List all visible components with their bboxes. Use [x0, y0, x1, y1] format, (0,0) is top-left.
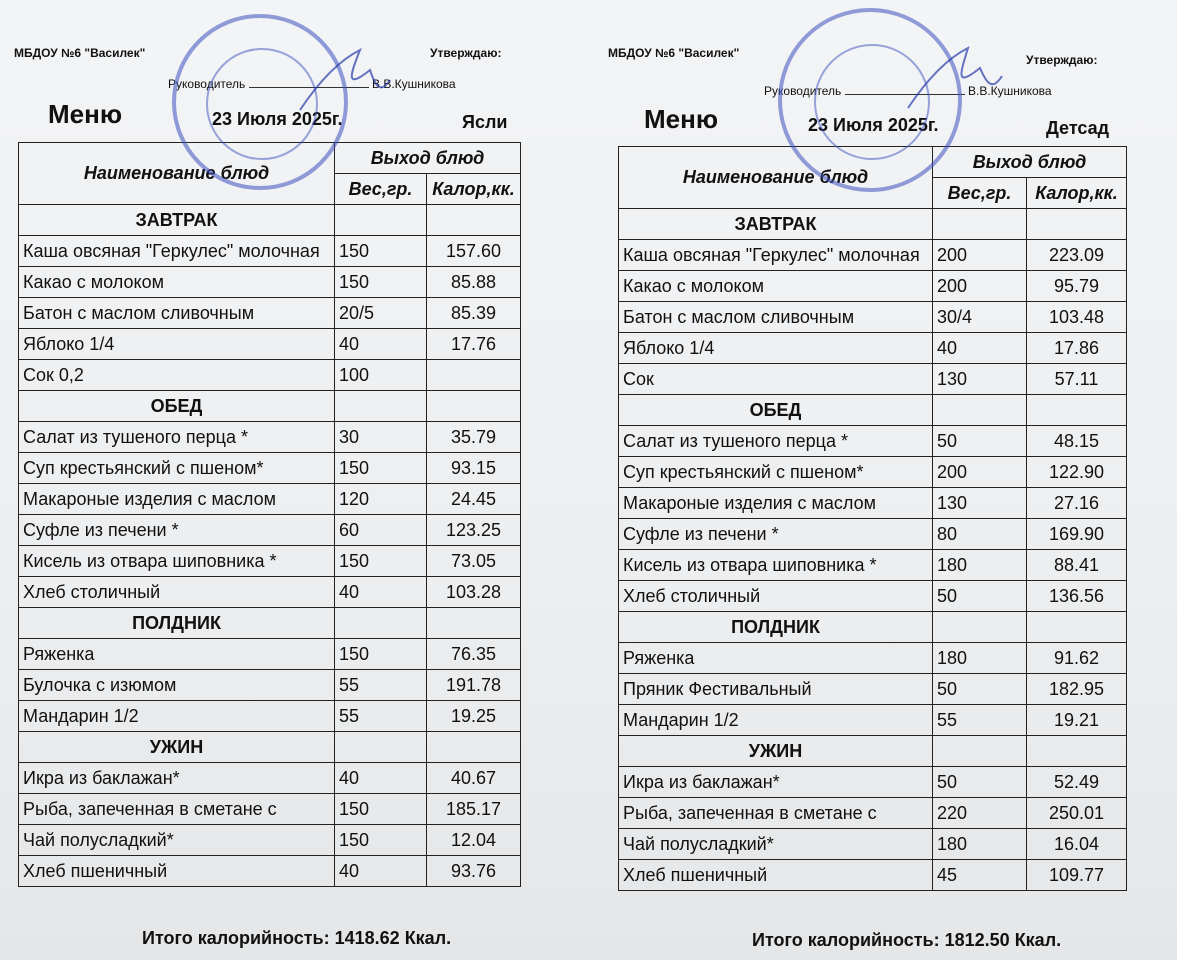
table-row [619, 271, 1127, 302]
dish-weight: 55 [335, 701, 427, 732]
dish-calories: 19.25 [427, 701, 521, 732]
dish-calories: 250.01 [1027, 798, 1127, 829]
dish-name: Хлеб пшеничный [19, 856, 335, 887]
section-row [19, 391, 521, 422]
section-row [619, 612, 1127, 643]
dish-calories: 182.95 [1027, 674, 1127, 705]
dish-calories [427, 360, 521, 391]
table-row [619, 240, 1127, 271]
dish-calories: 93.76 [427, 856, 521, 887]
table-row [619, 829, 1127, 860]
dish-weight: 20/5 [335, 298, 427, 329]
org-name: МБДОУ №6 "Василек" [608, 46, 740, 60]
section-title: ОБЕД [19, 391, 335, 422]
header-calories: Калор,кк. [427, 174, 521, 205]
table-row [619, 302, 1127, 333]
header-calories: Калор,кк. [1027, 178, 1127, 209]
dish-calories: 19.21 [1027, 705, 1127, 736]
dish-name: Яблоко 1/4 [19, 329, 335, 360]
dish-calories: 136.56 [1027, 581, 1127, 612]
table-row [619, 581, 1127, 612]
dish-weight: 40 [335, 763, 427, 794]
menu-title: Меню [644, 104, 719, 134]
table-row [619, 426, 1127, 457]
dish-name: Ряженка [19, 639, 335, 670]
dish-name: Сок [619, 364, 933, 395]
dish-weight: 130 [933, 488, 1027, 519]
dish-weight: 220 [933, 798, 1027, 829]
table-row [619, 860, 1127, 891]
dish-name: Чай полусладкий* [19, 825, 335, 856]
table-row [19, 329, 521, 360]
menu-date: 23 Июля 2025г. [808, 115, 939, 135]
dish-calories: 191.78 [427, 670, 521, 701]
table-row [619, 333, 1127, 364]
table-row [19, 825, 521, 856]
table-row [19, 763, 521, 794]
dish-weight: 130 [933, 364, 1027, 395]
dish-calories: 95.79 [1027, 271, 1127, 302]
dish-calories: 91.62 [1027, 643, 1127, 674]
dish-calories: 103.48 [1027, 302, 1127, 333]
signature [900, 36, 1010, 116]
dish-weight: 150 [335, 267, 427, 298]
dish-calories: 17.76 [427, 329, 521, 360]
dish-calories: 76.35 [427, 639, 521, 670]
table-row [619, 798, 1127, 829]
section-title: ПОЛДНИК [19, 608, 335, 639]
section-row [19, 608, 521, 639]
dish-name: Какао с молоком [19, 267, 335, 298]
table-row [619, 364, 1127, 395]
dish-name: Сок 0,2 [19, 360, 335, 391]
dish-weight: 30/4 [933, 302, 1027, 333]
dish-weight: 50 [933, 674, 1027, 705]
dish-name: Яблоко 1/4 [619, 333, 933, 364]
dish-weight: 40 [335, 577, 427, 608]
menu-table [618, 146, 1127, 891]
dish-weight: 50 [933, 767, 1027, 798]
table-row [19, 267, 521, 298]
approve-label: Утверждаю: [1026, 53, 1098, 67]
dish-calories: 35.79 [427, 422, 521, 453]
dish-name: Макароные изделия с маслом [19, 484, 335, 515]
table-row [19, 360, 521, 391]
menu-sheet-nursery [0, 0, 560, 960]
dish-name: Мандарин 1/2 [619, 705, 933, 736]
org-name: МБДОУ №6 "Василек" [14, 46, 146, 60]
head-role: Руководитель [764, 84, 842, 98]
total-calories: Итого калорийность: 1812.50 Ккал. [752, 930, 1062, 950]
dish-name: Суфле из печени * [19, 515, 335, 546]
dish-weight: 200 [933, 271, 1027, 302]
dish-calories: 12.04 [427, 825, 521, 856]
dish-name: Суп крестьянский с пшеном* [619, 457, 933, 488]
dish-name: Кисель из отвара шиповника * [619, 550, 933, 581]
dish-name: Хлеб столичный [19, 577, 335, 608]
dish-name: Суфле из печени * [619, 519, 933, 550]
dish-calories: 48.15 [1027, 426, 1127, 457]
menu-group: Ясли [462, 112, 508, 132]
dish-calories: 185.17 [427, 794, 521, 825]
dish-weight: 200 [933, 240, 1027, 271]
table-row [619, 674, 1127, 705]
dish-calories: 57.11 [1027, 364, 1127, 395]
dish-calories: 27.16 [1027, 488, 1127, 519]
dish-name: Икра из баклажан* [619, 767, 933, 798]
table-row [19, 453, 521, 484]
header-output: Выход блюд [933, 147, 1127, 178]
dish-weight: 80 [933, 519, 1027, 550]
dish-weight: 60 [335, 515, 427, 546]
table-row [19, 298, 521, 329]
table-row [19, 236, 521, 267]
dish-name: Рыба, запеченная в сметане с [19, 794, 335, 825]
dish-weight: 55 [933, 705, 1027, 736]
table-row [19, 794, 521, 825]
header-weight: Вес,гр. [933, 178, 1027, 209]
dish-weight: 150 [335, 546, 427, 577]
dish-calories: 85.88 [427, 267, 521, 298]
menu-table [18, 142, 521, 887]
header-dish-name: Наименование блюд [619, 147, 933, 209]
table-row [19, 856, 521, 887]
section-row [619, 209, 1127, 240]
dish-calories: 123.25 [427, 515, 521, 546]
dish-weight: 120 [335, 484, 427, 515]
dish-weight: 150 [335, 453, 427, 484]
dish-name: Икра из баклажан* [19, 763, 335, 794]
table-row [19, 701, 521, 732]
dish-name: Пряник Фестивальный [619, 674, 933, 705]
dish-name: Каша овсяная "Геркулес" молочная [19, 236, 335, 267]
dish-weight: 55 [335, 670, 427, 701]
table-row [19, 670, 521, 701]
dish-name: Каша овсяная "Геркулес" молочная [619, 240, 933, 271]
menu-title: Меню [48, 99, 123, 129]
dish-calories: 16.04 [1027, 829, 1127, 860]
table-row [19, 422, 521, 453]
dish-calories: 24.45 [427, 484, 521, 515]
dish-name: Ряженка [619, 643, 933, 674]
dish-weight: 200 [933, 457, 1027, 488]
head-name: В.В.Кушникова [968, 84, 1052, 98]
head-role: Руководитель [168, 77, 246, 91]
dish-weight: 180 [933, 643, 1027, 674]
menu-sheet-kindergarten [600, 0, 1160, 960]
header-dish-name: Наименование блюд [19, 143, 335, 205]
dish-weight: 180 [933, 550, 1027, 581]
dish-calories: 17.86 [1027, 333, 1127, 364]
total-calories: Итого калорийность: 1418.62 Ккал. [142, 928, 452, 948]
dish-calories: 103.28 [427, 577, 521, 608]
dish-calories: 93.15 [427, 453, 521, 484]
dish-calories: 85.39 [427, 298, 521, 329]
dish-calories: 73.05 [427, 546, 521, 577]
table-row [619, 767, 1127, 798]
section-row [619, 395, 1127, 426]
dish-weight: 150 [335, 825, 427, 856]
dish-name: Какао с молоком [619, 271, 933, 302]
head-name: В.В.Кушникова [372, 77, 456, 91]
dish-calories: 223.09 [1027, 240, 1127, 271]
header-output: Выход блюд [335, 143, 521, 174]
dish-name: Мандарин 1/2 [19, 701, 335, 732]
dish-name: Хлеб пшеничный [619, 860, 933, 891]
section-title: ЗАВТРАК [19, 205, 335, 236]
section-title: ПОЛДНИК [619, 612, 933, 643]
table-row [19, 639, 521, 670]
section-title: УЖИН [619, 736, 933, 767]
dish-name: Макароные изделия с маслом [619, 488, 933, 519]
dish-weight: 40 [335, 856, 427, 887]
dish-weight: 50 [933, 426, 1027, 457]
dish-calories: 122.90 [1027, 457, 1127, 488]
dish-name: Суп крестьянский с пшеном* [19, 453, 335, 484]
dish-calories: 52.49 [1027, 767, 1127, 798]
section-row [619, 736, 1127, 767]
table-row [619, 705, 1127, 736]
table-row [19, 484, 521, 515]
section-title: ЗАВТРАК [619, 209, 933, 240]
section-row [19, 732, 521, 763]
section-title: УЖИН [19, 732, 335, 763]
table-row [19, 577, 521, 608]
signature [290, 40, 400, 120]
dish-weight: 50 [933, 581, 1027, 612]
dish-weight: 180 [933, 829, 1027, 860]
dish-calories: 157.60 [427, 236, 521, 267]
table-row [619, 488, 1127, 519]
dish-weight: 30 [335, 422, 427, 453]
dish-name: Батон с маслом сливочным [19, 298, 335, 329]
menu-group: Детсад [1046, 118, 1110, 138]
table-row [19, 546, 521, 577]
menu-date: 23 Июля 2025г. [212, 109, 343, 129]
dish-weight: 150 [335, 794, 427, 825]
header-weight: Вес,гр. [335, 174, 427, 205]
approve-label: Утверждаю: [430, 46, 502, 60]
dish-weight: 100 [335, 360, 427, 391]
dish-name: Кисель из отвара шиповника * [19, 546, 335, 577]
dish-weight: 40 [335, 329, 427, 360]
dish-calories: 40.67 [427, 763, 521, 794]
dish-name: Салат из тушеного перца * [19, 422, 335, 453]
dish-name: Батон с маслом сливочным [619, 302, 933, 333]
dish-weight: 45 [933, 860, 1027, 891]
table-row [619, 643, 1127, 674]
section-title: ОБЕД [619, 395, 933, 426]
dish-name: Булочка с изюмом [19, 670, 335, 701]
dish-name: Хлеб столичный [619, 581, 933, 612]
dish-weight: 40 [933, 333, 1027, 364]
dish-name: Чай полусладкий* [619, 829, 933, 860]
table-row [619, 457, 1127, 488]
dish-weight: 150 [335, 236, 427, 267]
table-row [619, 519, 1127, 550]
dish-weight: 150 [335, 639, 427, 670]
table-row [619, 550, 1127, 581]
dish-name: Рыба, запеченная в сметане с [619, 798, 933, 829]
table-row [19, 515, 521, 546]
dish-calories: 169.90 [1027, 519, 1127, 550]
dish-name: Салат из тушеного перца * [619, 426, 933, 457]
dish-calories: 109.77 [1027, 860, 1127, 891]
dish-calories: 88.41 [1027, 550, 1127, 581]
section-row [19, 205, 521, 236]
